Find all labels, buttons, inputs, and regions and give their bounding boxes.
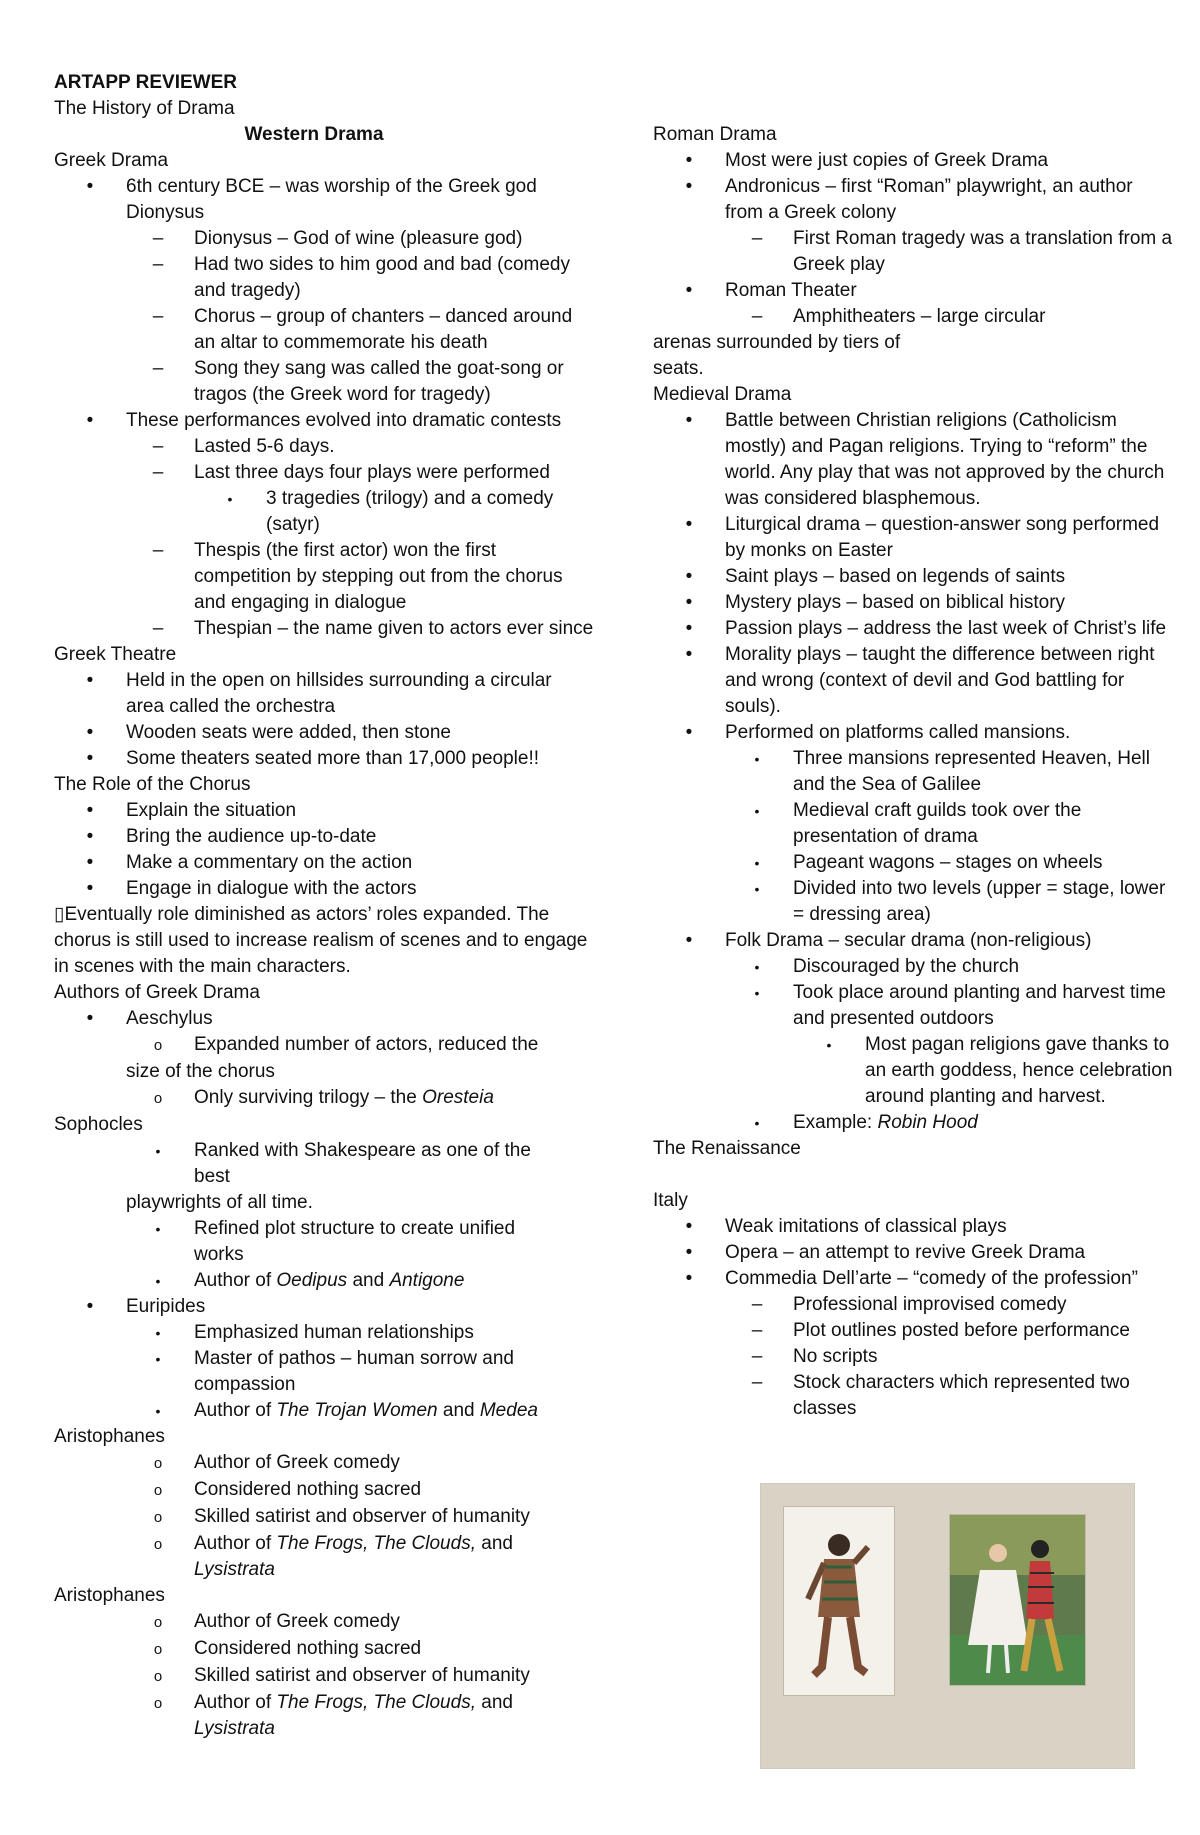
circle-bullet-icon xyxy=(122,1609,194,1636)
list-item: • Author of The Trojan Women and Medea xyxy=(54,1398,594,1424)
bullet-icon xyxy=(653,1266,725,1292)
circle-bullet-icon xyxy=(122,1085,194,1112)
list-item: • Roman Theater xyxy=(653,278,1173,304)
list-item: • Refined plot structure to create unified works xyxy=(54,1216,594,1268)
list-item: – Plot outlines posted before performance xyxy=(653,1318,1173,1344)
bullet-icon xyxy=(653,512,725,538)
list-item: • Battle between Christian religions (Catholicism mostly) and Pagan religions. Trying to “reform” the world. Any play that was not approved by the church was considered blasphemous. xyxy=(653,408,1173,512)
dash-icon xyxy=(721,304,793,330)
list-item: – No scripts xyxy=(653,1344,1173,1370)
list-item: • Passion plays – address the last week of Christ’s life xyxy=(653,616,1173,642)
right-column xyxy=(653,122,1173,1422)
list-item: • Most were just copies of Greek Drama xyxy=(653,148,1173,174)
placeholder-glyph-icon: ▯ xyxy=(54,904,65,925)
list-item: • Bring the audience up-to-date xyxy=(54,824,594,850)
list-item: • Author of Oedipus and Antigone xyxy=(54,1268,594,1294)
dancers-figure-icon xyxy=(950,1515,1085,1685)
spacer xyxy=(653,1162,1173,1188)
list-item: • Make a commentary on the action xyxy=(54,850,594,876)
circle-bullet-icon xyxy=(122,1032,194,1059)
heading-greek-theatre: Greek Theatre xyxy=(54,644,177,665)
list-item: • Some theaters seated more than 17,000 people!! xyxy=(54,746,594,772)
bullet-icon xyxy=(653,564,725,590)
bullet-icon xyxy=(653,174,725,200)
bullet-icon xyxy=(122,1398,194,1424)
circle-bullet-icon xyxy=(122,1450,194,1477)
bullet-icon xyxy=(122,1216,194,1242)
bullet-icon xyxy=(721,980,793,1006)
heading-aristophanes: Aristophanes xyxy=(54,1426,165,1447)
list-item: • Divided into two levels (upper = stage, lower = dressing area) xyxy=(653,876,1173,928)
list-item: – Lasted 5-6 days. xyxy=(54,434,594,460)
list-item: • Performed on platforms called mansions. xyxy=(653,720,1173,746)
circle-bullet-icon xyxy=(122,1663,194,1690)
bullet-icon xyxy=(54,876,126,902)
list-item: • Emphasized human relationships xyxy=(54,1320,594,1346)
list-item: • Folk Drama – secular drama (non-religious) xyxy=(653,928,1173,954)
list-item: • Discouraged by the church xyxy=(653,954,1173,980)
list-item: – Professional improvised comedy xyxy=(653,1292,1173,1318)
dash-icon xyxy=(122,226,194,252)
heading-authors: Authors of Greek Drama xyxy=(54,982,260,1003)
dancers-figure-card xyxy=(949,1514,1086,1686)
circle-bullet-icon xyxy=(122,1477,194,1504)
list-item: • Took place around planting and harvest time and presented outdoors xyxy=(653,980,1173,1032)
list-item-continuation: playwrights of all time. xyxy=(126,1192,313,1213)
bullet-icon xyxy=(194,486,266,512)
heading-sophocles: Sophocles xyxy=(54,1114,143,1135)
bullet-icon xyxy=(721,1110,793,1136)
bullet-icon xyxy=(122,1320,194,1346)
bullet-icon xyxy=(54,408,126,434)
dash-icon xyxy=(122,252,194,278)
bullet-icon xyxy=(653,720,725,746)
list-item: • These performances evolved into dramatic contests xyxy=(54,408,594,434)
bullet-icon xyxy=(54,746,126,772)
list-item: • Example: Robin Hood xyxy=(653,1110,1173,1136)
list-item: • Liturgical drama – question-answer song performed by monks on Easter xyxy=(653,512,1173,564)
list-item-continuation: seats. xyxy=(653,358,704,379)
list-item-continuation: size of the chorus xyxy=(126,1061,275,1082)
list-item: • Aeschylus xyxy=(54,1006,594,1032)
circle-bullet-icon xyxy=(122,1504,194,1531)
list-item: – Thespis (the first actor) won the first competition by stepping out from the chorus and engaging in dialogue xyxy=(54,538,594,616)
list-item: – Amphitheaters – large circular xyxy=(653,304,1173,330)
dash-icon xyxy=(122,460,194,486)
bullet-icon xyxy=(793,1032,865,1058)
list-item: – Thespian – the name given to actors ever since xyxy=(54,616,594,642)
dash-icon xyxy=(122,616,194,642)
heading-aristophanes-repeat: Aristophanes xyxy=(54,1585,165,1606)
bullet-icon xyxy=(653,590,725,616)
list-item: • Saint plays – based on legends of saints xyxy=(653,564,1173,590)
list-item: o Considered nothing sacred xyxy=(54,1636,594,1663)
list-item: • Morality plays – taught the difference between right and wrong (context of devil and God battling for souls). xyxy=(653,642,1173,720)
heading-role-of-chorus: The Role of the Chorus xyxy=(54,774,251,795)
list-item: • Three mansions represented Heaven, Hell and the Sea of Galilee xyxy=(653,746,1173,798)
list-item: • Medieval craft guilds took over the presentation of drama xyxy=(653,798,1173,850)
list-item: • Pageant wagons – stages on wheels xyxy=(653,850,1173,876)
list-item: • Master of pathos – human sorrow and compassion xyxy=(54,1346,594,1398)
left-column xyxy=(54,70,594,1742)
harlequin-photo xyxy=(760,1483,1135,1769)
list-item: • Weak imitations of classical plays xyxy=(653,1214,1173,1240)
list-item: o Skilled satirist and observer of humanity xyxy=(54,1663,594,1690)
dash-icon xyxy=(122,304,194,330)
bullet-icon xyxy=(54,798,126,824)
bullet-icon xyxy=(653,928,725,954)
section-title: Western Drama xyxy=(244,124,384,145)
bullet-icon xyxy=(653,616,725,642)
bullet-icon xyxy=(653,1240,725,1266)
list-item: • Explain the situation xyxy=(54,798,594,824)
list-item: • Ranked with Shakespeare as one of the best xyxy=(54,1138,594,1190)
list-item: • Held in the open on hillsides surrounding a circular area called the orchestra xyxy=(54,668,594,720)
list-item: • Commedia Dell’arte – “comedy of the profession” xyxy=(653,1266,1173,1292)
bullet-icon xyxy=(653,642,725,668)
bullet-icon xyxy=(54,720,126,746)
bullet-icon xyxy=(653,1214,725,1240)
bullet-icon xyxy=(653,408,725,434)
list-item: – Last three days four plays were performed xyxy=(54,460,594,486)
bullet-icon xyxy=(653,278,725,304)
circle-bullet-icon xyxy=(122,1531,194,1558)
document-subtitle: The History of Drama xyxy=(54,98,235,119)
dash-icon xyxy=(721,1370,793,1396)
dash-icon xyxy=(122,356,194,382)
harlequin-figure-card xyxy=(783,1506,895,1696)
heading-roman-drama: Roman Drama xyxy=(653,124,777,145)
bullet-icon xyxy=(54,668,126,694)
dash-icon xyxy=(721,1292,793,1318)
bullet-icon xyxy=(721,798,793,824)
circle-bullet-icon xyxy=(122,1690,194,1717)
dash-icon xyxy=(721,226,793,252)
heading-greek-drama: Greek Drama xyxy=(54,150,169,171)
chorus-note: ▯Eventually role diminished as actors’ roles expanded. The chorus is still used to increase realism of scenes and to engage in scenes with the main characters. xyxy=(54,904,588,977)
bullet-icon xyxy=(122,1138,194,1164)
heading-italy: Italy xyxy=(653,1190,688,1211)
list-item: • 6th century BCE – was worship of the Greek god Dionysus xyxy=(54,174,594,226)
bullet-icon xyxy=(122,1346,194,1372)
bullet-icon xyxy=(54,1006,126,1032)
bullet-icon xyxy=(721,746,793,772)
bullet-icon xyxy=(122,1268,194,1294)
circle-bullet-icon xyxy=(122,1636,194,1663)
bullet-icon xyxy=(54,1294,126,1320)
list-item: o Author of The Frogs, The Clouds, and Lysistrata xyxy=(54,1690,594,1742)
bullet-icon xyxy=(721,876,793,902)
list-item: – First Roman tragedy was a translation from a Greek play xyxy=(653,226,1173,278)
list-item-continuation: arenas surrounded by tiers of xyxy=(653,332,901,353)
bullet-icon xyxy=(653,148,725,174)
list-item: • Engage in dialogue with the actors xyxy=(54,876,594,902)
bullet-icon xyxy=(721,954,793,980)
dash-icon xyxy=(721,1344,793,1370)
document-title: ARTAPP REVIEWER xyxy=(54,72,237,93)
list-item: • Mystery plays – based on biblical history xyxy=(653,590,1173,616)
bullet-icon xyxy=(721,850,793,876)
list-item: o Author of The Frogs, The Clouds, and Lysistrata xyxy=(54,1531,594,1583)
heading-renaissance: The Renaissance xyxy=(653,1138,801,1159)
list-item: • Opera – an attempt to revive Greek Drama xyxy=(653,1240,1173,1266)
list-item: o Considered nothing sacred xyxy=(54,1477,594,1504)
dash-icon xyxy=(122,434,194,460)
list-item: • Andronicus – first “Roman” playwright, an author from a Greek colony xyxy=(653,174,1173,226)
bullet-icon xyxy=(54,174,126,200)
list-item: – Chorus – group of chanters – danced around an altar to commemorate his death xyxy=(54,304,594,356)
list-item: o Only surviving trilogy – the Oresteia xyxy=(54,1085,594,1112)
list-item: o Author of Greek comedy xyxy=(54,1450,594,1477)
list-item: • Most pagan religions gave thanks to an earth goddess, hence celebration around planting and harvest. xyxy=(653,1032,1173,1110)
bullet-icon xyxy=(54,850,126,876)
list-item: – Stock characters which represented two classes xyxy=(653,1370,1173,1422)
bullet-icon xyxy=(54,824,126,850)
list-item: – Had two sides to him good and bad (comedy and tragedy) xyxy=(54,252,594,304)
list-item: o Expanded number of actors, reduced the xyxy=(54,1032,594,1059)
list-item: o Author of Greek comedy xyxy=(54,1609,594,1636)
list-item: – Song they sang was called the goat-song or tragos (the Greek word for tragedy) xyxy=(54,356,594,408)
list-item: – Dionysus – God of wine (pleasure god) xyxy=(54,226,594,252)
heading-medieval-drama: Medieval Drama xyxy=(653,384,792,405)
list-item: • Euripides xyxy=(54,1294,594,1320)
dash-icon xyxy=(721,1318,793,1344)
list-item: o Skilled satirist and observer of humanity xyxy=(54,1504,594,1531)
dash-icon xyxy=(122,538,194,564)
harlequin-figure-icon xyxy=(784,1507,894,1695)
list-item: • Wooden seats were added, then stone xyxy=(54,720,594,746)
list-item: • 3 tragedies (trilogy) and a comedy (satyr) xyxy=(54,486,594,538)
